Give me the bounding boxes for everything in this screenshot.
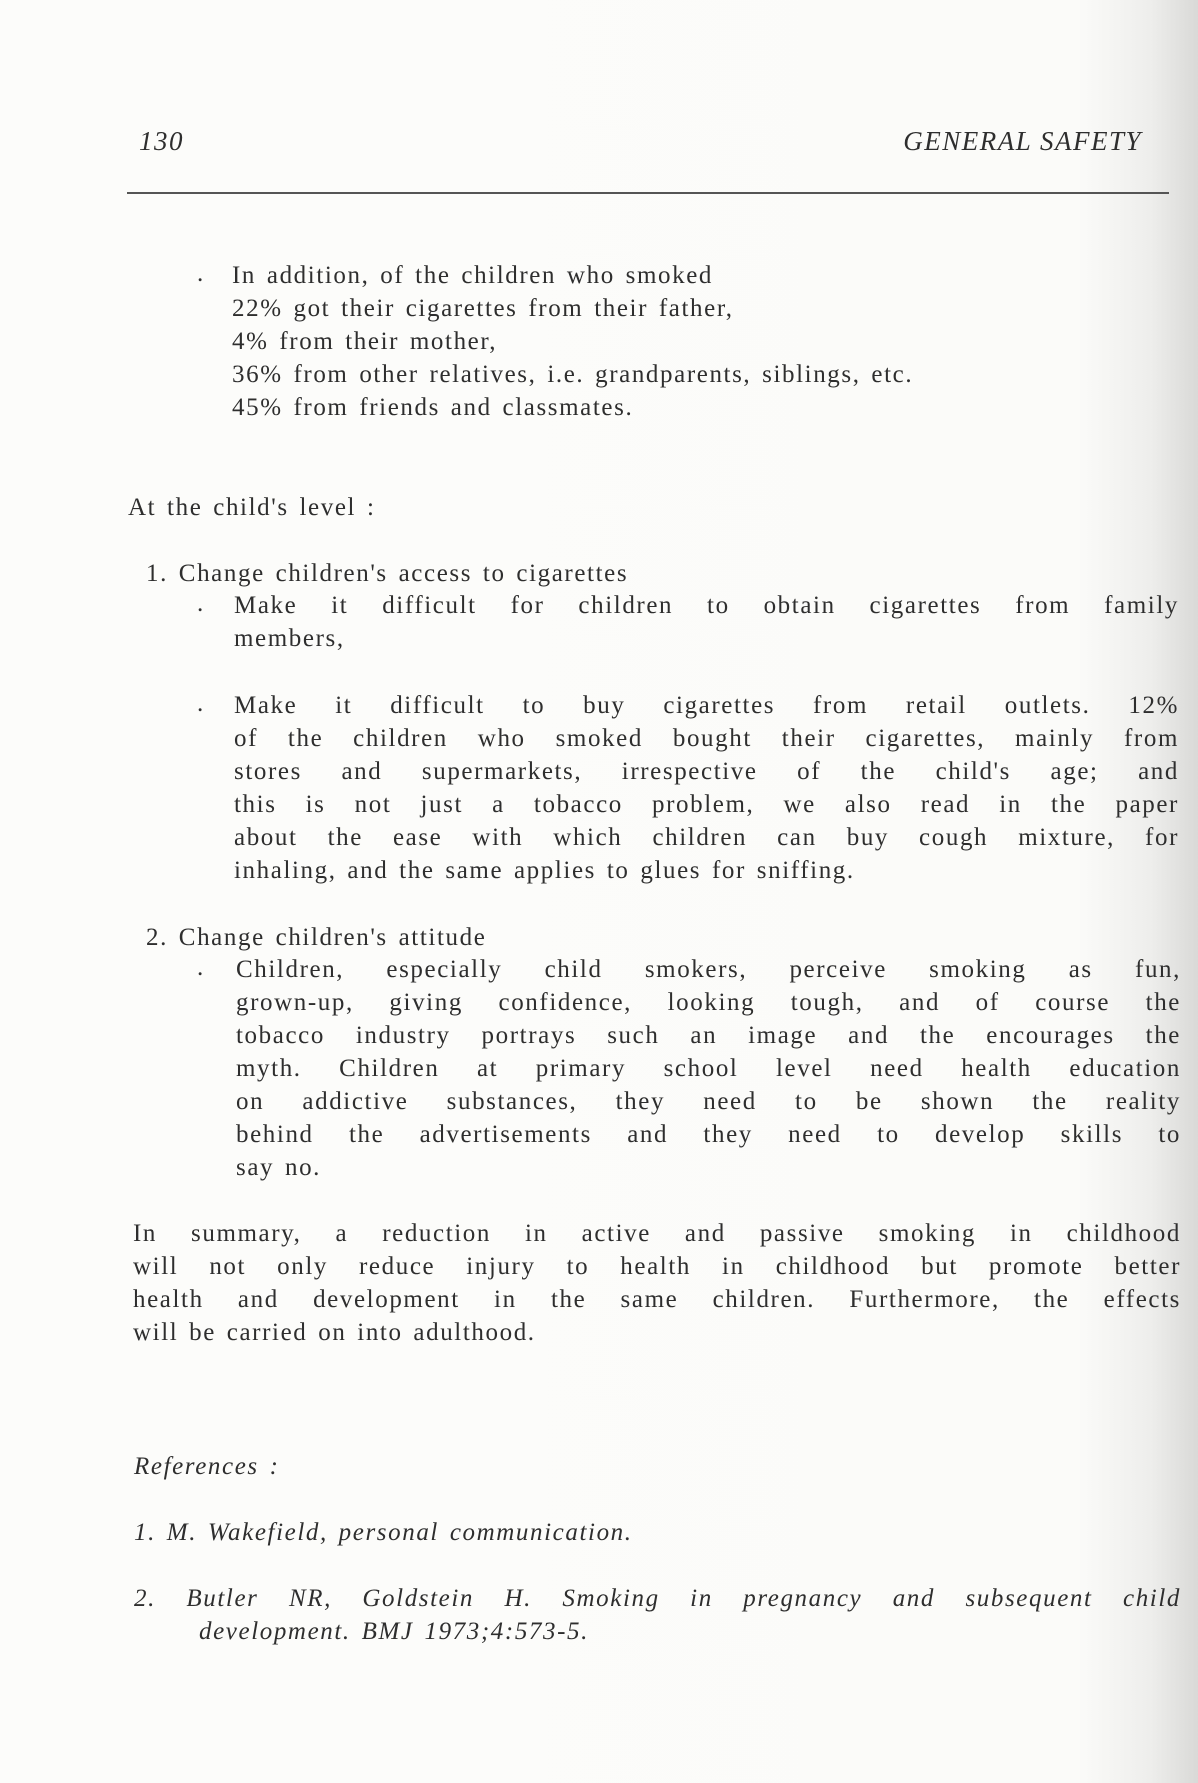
text-line: stores and supermarkets, irrespective of the child's age; and bbox=[234, 758, 1179, 785]
text-line: In addition, of the children who smoked bbox=[232, 262, 714, 289]
reference-continuation: development. BMJ 1973;4:573-5. bbox=[199, 1618, 589, 1645]
text-line: 45% from friends and classmates. bbox=[232, 394, 634, 421]
text-line: of the children who smoked bought their cigarettes, mainly from bbox=[234, 725, 1179, 752]
section-heading: At the child's level : bbox=[128, 494, 376, 521]
reference-entry: 1. M. Wakefield, personal communication. bbox=[134, 1519, 633, 1546]
text-line: say no. bbox=[236, 1154, 322, 1181]
text-line: In summary, a reduction in active and passive smoking in childhood bbox=[133, 1220, 1181, 1247]
bullet-paragraph bbox=[236, 953, 1181, 1184]
bullet-marker: . bbox=[197, 954, 204, 981]
text-line: about the ease with which children can buy cough mixture, for bbox=[234, 824, 1179, 851]
bullet-marker: . bbox=[197, 590, 204, 617]
text-line: 36% from other relatives, i.e. grandparents, siblings, etc. bbox=[232, 361, 914, 388]
running-title: GENERAL SAFETY bbox=[903, 126, 1142, 156]
text-line: Make it difficult for children to obtain cigarettes from family bbox=[234, 592, 1179, 619]
text-line: this is not just a tobacco problem, we also read in the paper bbox=[234, 791, 1179, 818]
text-line: health and development in the same children. Furthermore, the effects bbox=[133, 1286, 1181, 1313]
text-line: myth. Children at primary school level need health education bbox=[236, 1055, 1181, 1082]
bullet-marker: . bbox=[197, 260, 204, 287]
text-line: Make it difficult to buy cigarettes from retail outlets. 12% bbox=[234, 692, 1179, 719]
text-line: grown-up, giving confidence, looking tough, and of course the bbox=[236, 989, 1181, 1016]
text-line: 2. Butler NR, Goldstein H. Smoking in pregnancy and subsequent child bbox=[134, 1585, 1181, 1612]
reference-entry bbox=[134, 1582, 1181, 1615]
text-line: behind the advertisements and they need to develop skills to bbox=[236, 1121, 1181, 1148]
bullet-paragraph bbox=[234, 689, 1179, 887]
text-line: will be carried on into adulthood. bbox=[133, 1319, 536, 1346]
bullet-paragraph bbox=[234, 589, 1179, 655]
text-line: 22% got their cigarettes from their father, bbox=[232, 295, 734, 322]
bullet-marker: . bbox=[197, 690, 204, 717]
text-line: members, bbox=[234, 625, 345, 652]
item-heading: 2. Change children's attitude bbox=[146, 924, 487, 951]
text-line: inhaling, and the same applies to glues for sniffing. bbox=[234, 857, 855, 884]
page-number: 130 bbox=[139, 126, 184, 156]
references-heading: References : bbox=[134, 1453, 280, 1480]
intro-statistics bbox=[232, 259, 913, 424]
text-line: 4% from their mother, bbox=[232, 328, 498, 355]
text-line: Children, especially child smokers, perceive smoking as fun, bbox=[236, 956, 1181, 983]
text-line: on addictive substances, they need to be shown the reality bbox=[236, 1088, 1181, 1115]
text-line: tobacco industry portrays such an image and the encourages the bbox=[236, 1022, 1181, 1049]
header-rule bbox=[127, 192, 1169, 194]
item-heading: 1. Change children's access to cigarettes bbox=[146, 560, 629, 587]
summary-paragraph bbox=[133, 1217, 1181, 1349]
text-line: will not only reduce injury to health in childhood but promote better bbox=[133, 1253, 1181, 1280]
